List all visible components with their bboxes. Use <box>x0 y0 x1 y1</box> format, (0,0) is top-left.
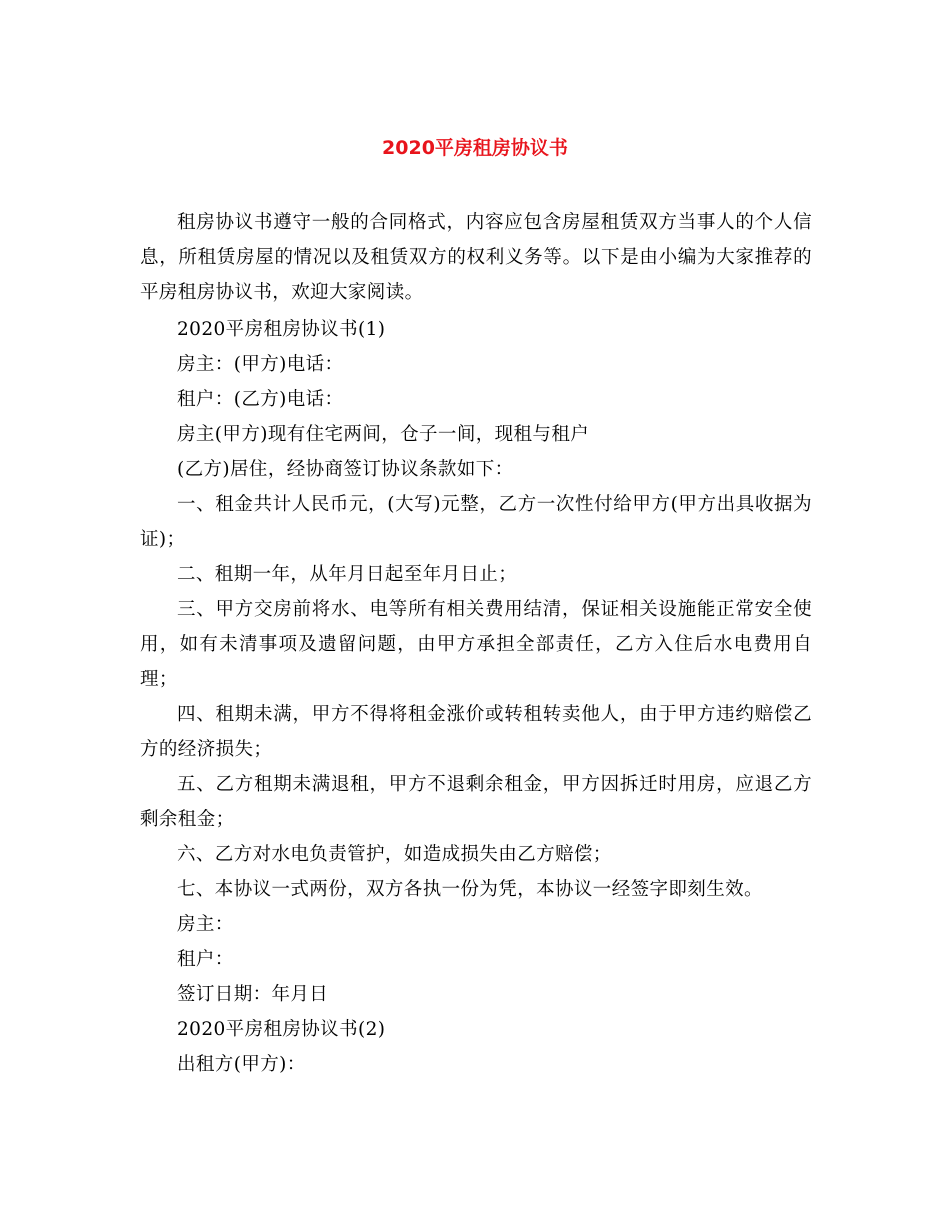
landlord-signature-line: 房主： <box>177 914 234 935</box>
clause-6: 六、乙方对水电负责管护，如造成损失由乙方赔偿； <box>177 844 612 865</box>
clause-2: 二、租期一年，从年月日起至年月日止； <box>177 564 518 585</box>
document-body <box>140 205 812 1082</box>
landlord-line: 房主：(甲方)电话： <box>177 354 344 375</box>
section-heading-1: 2020平房租房协议书(1) <box>177 319 386 340</box>
agreement-intro-line: (乙方)居住，经协商签订协议条款如下： <box>177 459 514 480</box>
clause-4: 四、租期未满，甲方不得将租金涨价或转租转卖他人，由于甲方违约赔偿乙方的经济损失； <box>140 704 812 760</box>
intro-paragraph: 租房协议书遵守一般的合同格式，内容应包含房屋租赁双方当事人的个人信息，所租赁房屋的情况以及租赁双方的权利义务等。以下是由小编为大家推荐的平房租房协议书，欢迎大家阅读。 <box>140 212 812 303</box>
clause-3: 三、甲方交房前将水、电等所有相关费用结清，保证相关设施能正常安全使用，如有未清事项及遗留问题，由甲方承担全部责任，乙方入住后水电费用自理； <box>140 599 812 690</box>
tenant-signature-line: 租户： <box>177 949 234 970</box>
tenant-line: 租户：(乙方)电话： <box>177 389 344 410</box>
signing-date-line: 签订日期：年月日 <box>177 984 329 1005</box>
section-heading-2: 2020平房租房协议书(2) <box>177 1019 386 1040</box>
lessor-line: 出租方(甲方)： <box>177 1054 306 1075</box>
premises-line: 房主(甲方)现有住宅两间，仓子一间，现租与租户 <box>177 424 590 445</box>
clause-1: 一、租金共计人民币元，(大写)元整，乙方一次性付给甲方(甲方出具收据为证)； <box>140 494 812 550</box>
document-title: 2020平房租房协议书 <box>382 137 568 159</box>
clause-5: 五、乙方租期未满退租，甲方不退剩余租金，甲方因拆迁时用房，应退乙方剩余租金； <box>140 774 812 830</box>
clause-7: 七、本协议一式两份，双方各执一份为凭，本协议一经签字即刻生效。 <box>177 879 763 900</box>
